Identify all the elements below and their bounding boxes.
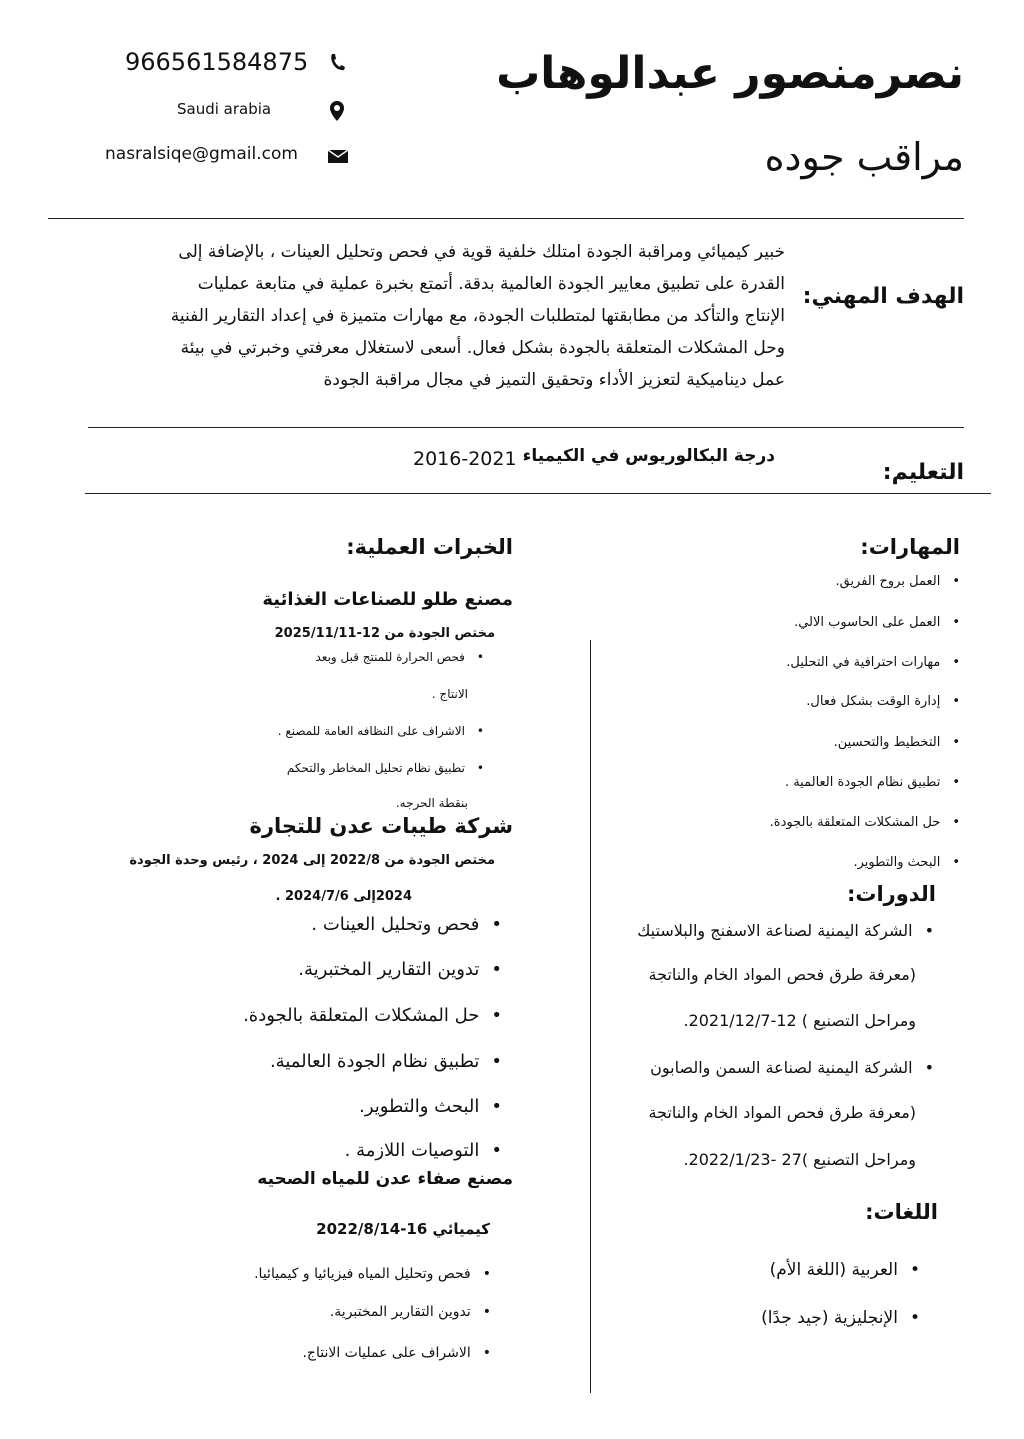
course-line: (معرفة طرق فحص المواد الخام والناتجة (648, 1103, 916, 1122)
education-degree: درجة البكالوريوس في الكيمياء (522, 446, 775, 466)
education-years: 2016-2021 (413, 448, 517, 470)
course-line: • الشركة اليمنية لصناعة الاسفنج والبلاستيك (637, 923, 934, 939)
skill-item: • تطبيق نظام الجودة العالمية . (785, 776, 960, 789)
job-duty: • تطبيق نظام الجودة العالمية. (270, 1053, 502, 1071)
course-line: ومراحل التصنيع )27 -2022/1/23. (683, 1150, 916, 1169)
job-duty: • البحث والتطوير. (359, 1098, 502, 1116)
education-label: التعليم: (882, 460, 964, 485)
job-duty: • التوصيات اللازمة . (345, 1142, 502, 1160)
job-duty: • الاشراف على عمليات الانتاج. (302, 1346, 491, 1360)
languages-label: اللغات: (865, 1200, 938, 1224)
job-role: 2024إلى 2024/7/6 . (275, 889, 412, 904)
name: نصرمنصور عبدالوهاب (496, 48, 964, 99)
course-line: (معرفة طرق فحص المواد الخام والناتجة (648, 965, 916, 984)
job-role: كيميائي 16-2022/8/14 (316, 1220, 490, 1238)
divider (85, 493, 991, 494)
language-item: • العربية (اللغة الأم) (770, 1262, 920, 1279)
company-name: شركة طيبات عدن للتجارة (249, 814, 513, 838)
objective-line: الإنتاج والتأكد من مطابقتها لمتطلبات الجودة، مع مهارات متميزة في إعداد التقارير الفنية (170, 306, 785, 326)
skill-item: • العمل بروح الفريق. (835, 575, 960, 588)
skill-item: • البحث والتطوير. (853, 856, 960, 869)
skill-item: • إدارة الوقت بشكل فعال. (806, 695, 960, 708)
objective-line: خبير كيميائي ومراقبة الجودة امتلك خلفية قوية في فحص وتحليل العينات ، بالإضافة إلى (178, 242, 785, 262)
divider (48, 218, 964, 219)
phone: 966561584875 (125, 48, 309, 76)
skills-label: المهارات: (860, 535, 960, 559)
objective-line: القدرة على تطبيق معايير الجودة العالمية بدقة. أتمتع بخبرة عملية في متابعة عمليات (197, 274, 785, 294)
objective-label: الهدف المهني: (802, 284, 964, 309)
objective-line: وحل المشكلات المتعلقة بالجودة بشكل فعال. أسعى لاستغلال معرفتي وخبرتي في بيئة (180, 338, 785, 358)
divider (88, 427, 964, 428)
location: Saudi arabia (177, 100, 272, 118)
language-item: • الإنجليزية (جيد جدًا) (761, 1310, 920, 1327)
job-duty: • فحص وتحليل المياه فيزيائيا و كيميائيا. (254, 1267, 491, 1281)
job-role: مختص الجودة من 2022/8 إلى 2024 ، رئيس وحدة الجودة (129, 853, 495, 868)
course-line: ومراحل التصنيع ) 12-2021/12/7. (683, 1011, 916, 1030)
location-pin-icon (329, 100, 345, 122)
job-duty: • تدوين التقارير المختبرية. (298, 961, 502, 979)
courses-label: الدورات: (846, 882, 936, 906)
job-duty: • تطبيق نظام تحليل المخاطر والتحكم (287, 762, 484, 774)
job-duty: • فحص الحرارة للمنتج قبل وبعد (315, 651, 484, 663)
email: nasralsiqe@gmail.com (105, 144, 298, 164)
column-divider (590, 640, 591, 1393)
envelope-icon (328, 150, 348, 163)
job-duty: • حل المشكلات المتعلقة بالجودة. (243, 1007, 502, 1025)
skill-item: • مهارات احترافية في التحليل. (786, 656, 960, 669)
job-duty: بنقطة الحرجه. (395, 796, 468, 810)
job-duty: • فحص وتحليل العينات . (311, 916, 502, 934)
experience-label: الخبرات العملية: (346, 535, 513, 559)
skill-item: • حل المشكلات المتعلقة بالجودة. (770, 816, 960, 829)
job-duty: • الاشراف على النظافه العامة للمصنع . (278, 725, 484, 737)
job-title: مراقب جوده (764, 135, 964, 179)
phone-icon (328, 52, 346, 72)
skill-item: • العمل على الحاسوب الالي. (794, 616, 960, 629)
company-name: مصنع صفاء عدن للمياه الصحيه (257, 1169, 513, 1189)
company-name: مصنع طلو للصناعات الغذائية (262, 589, 513, 610)
skill-item: • التخطيط والتحسين. (834, 736, 960, 749)
course-line: • الشركة اليمنية لصناعة السمن والصابون (650, 1060, 934, 1076)
job-role: مختص الجودة من 12-2025/11/11 (274, 626, 495, 641)
objective-line: عمل ديناميكية لتعزيز الأداء وتحقيق التميز في مجال مراقبة الجودة (323, 370, 785, 390)
job-duty: الانتاج . (431, 687, 468, 701)
job-duty: • تدوين التقارير المختبرية. (330, 1305, 491, 1319)
